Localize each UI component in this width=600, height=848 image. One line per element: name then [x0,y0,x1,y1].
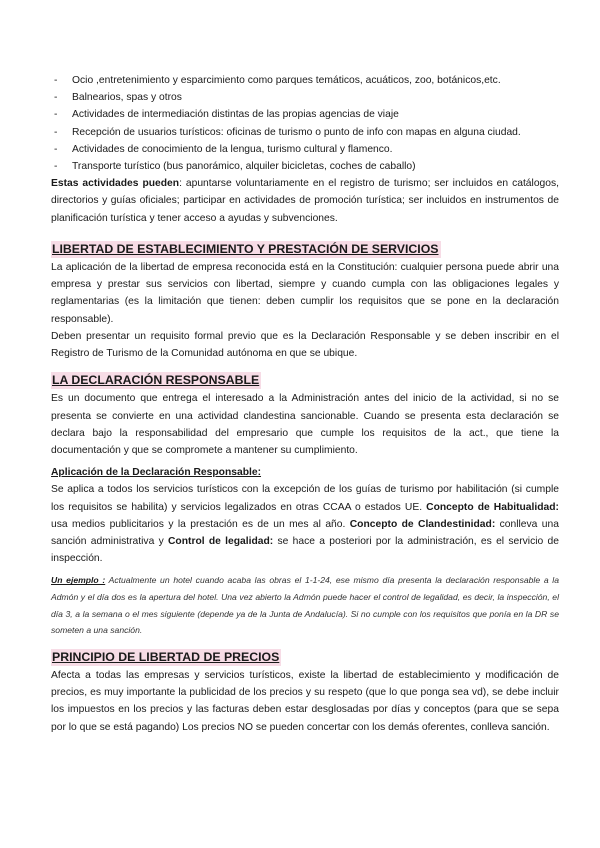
example-note [51,572,559,638]
list-item: - Recepción de usuarios turísticos: oficinas de turismo o punto de info con mapas en alguna ciudad. [51,124,559,141]
text-run: Se aplica a todos los servicios turísticos con la excepción de los guías de turismo por habilitación (si cumple los requisitos se habilita) y servicios legalizados en otras CCAA o estados UE. [51,484,559,513]
text-run: se hace a posteriori por la administración, es el servicio de inspección. [51,536,559,565]
page-content [51,72,559,736]
example-label: Un ejemplo : [51,575,106,586]
text-run: conlleva una sanción administrativa y [51,518,559,548]
section-declaracion-responsable [51,372,559,639]
section-libertad-establecimiento [51,241,559,362]
text-run: usa medios publicitarios y la prestación es de un mes al año. [51,518,350,530]
subheading: Aplicación de la Declaración Responsable: [51,467,262,479]
activities-list [51,72,559,175]
section-heading: LA DECLARACIÓN RESPONSABLE [52,373,260,388]
paragraph: La aplicación de la libertad de empresa reconocida está en la Constitución: cualquier persona puede abrir una empresa y prestar sus servicios con libertad, siempre y cuando cumpla con las obligaciones legales y reglamentarias (es la limitación que tienen: deben cumplir los requisitos que se pone en la declaración responsable). [51,262,559,325]
section-libertad-precios [51,649,559,736]
term-habitualidad: Concepto de Habitualidad: [426,501,559,513]
section-heading: LIBERTAD DE ESTABLECIMIENTO Y PRESTACIÓN DE SERVICIOS [52,241,439,256]
list-item: - Actividades de conocimiento de la lengua, turismo cultural y flamenco. [51,141,559,158]
term-clandestinidad: Concepto de Clandestinidad: [349,518,496,530]
paragraph [51,481,559,567]
activities-paragraph [51,175,559,227]
list-item: - Ocio ,entretenimiento y esparcimiento como parques temáticos, acuáticos, zoo, botánicos,etc. [51,72,559,89]
list-item: - Balnearios, spas y otros [51,89,559,106]
term-control-legalidad: Control de legalidad: [168,536,274,548]
paragraph: Es un documento que entrega el interesado a la Administración antes del inicio de la actividad, si no se presenta se convierte en una actividad clandestina sancionable. Cuando se presenta esta declaración se declara bajo la responsabilidad del empresario que cumple los requisitos de la act., que tiene la documentación y que se compromete a mantener su cumplimiento. [51,393,559,457]
activities-lead: Estas actividades pueden [51,178,180,190]
section-heading: PRINCIPIO DE LIBERTAD DE PRECIOS [52,649,280,664]
list-item: - Transporte turístico (bus panorámico, alquiler bicicletas, coches de caballo) [51,158,559,175]
list-item: - Actividades de intermediación distintas de las propias agencias de viaje [51,106,559,123]
paragraph: Deben presentar un requisito formal previo que es la Declaración Responsable y se deben inscribir en el Registro de Turismo de la Comunidad autónoma en que se ubique. [51,330,559,360]
paragraph: Afecta a todas las empresas y servicios turísticos, existe la libertad de establecimiento y modificación de precios, es muy importante la publicidad de los precios y su respeto (que lo que ponga sea vd), se debe incluir los impuestos en los precios y las facturas deben estar desglosadas por días y conceptos (para que se sepa por lo que se está pagando) Los precios NO se pueden concertar con los demás oferentes, conlleva sanción. [51,670,559,733]
example-text: Actualmente un hotel cuando acaba las obras el 1-1-24, ese mismo día presenta la declaración responsable a la Admón y el día dos es la apertura del hotel. Una vez abierto la Admón puede hacer el control de legalidad, es decir, la inspección, el día 3, a la semana o el mes siguiente (depende ya de la Junta de Andalucía). Si no cumple con los requisitos que ponía en la DR se someten a una sanción. [51,575,559,636]
activities-text: : apuntarse voluntariamente en el registro de turismo; ser incluidos en catálogos, directorios y guías oficiales; participar en actividades de promoción turística; ser incluidos en instrumentos de planificación turística y tener acceso a ayudas y subvenciones. [51,178,560,224]
